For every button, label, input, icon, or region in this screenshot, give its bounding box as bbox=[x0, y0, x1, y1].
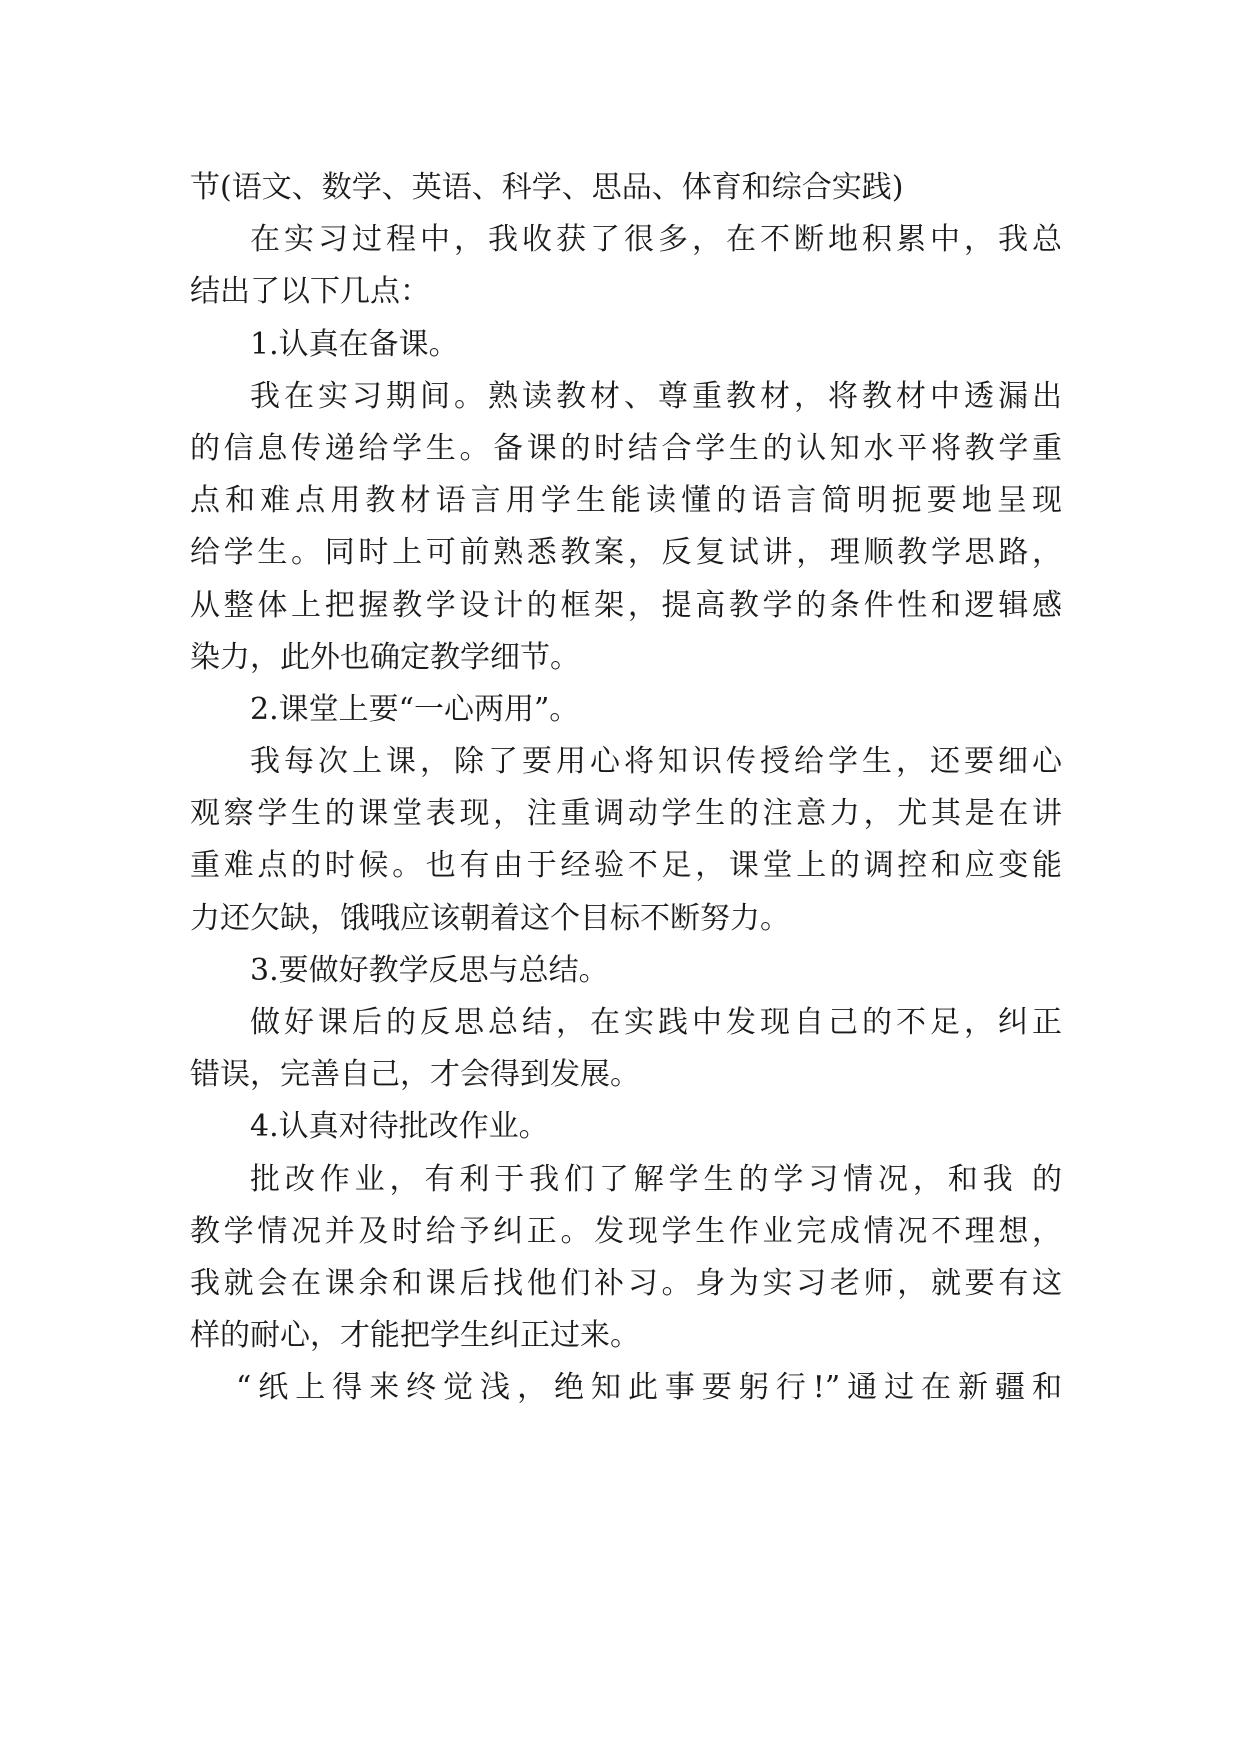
paragraph-line: 结出了以下几点： bbox=[190, 274, 430, 310]
section-heading: 3.要做好教学反思与总结。 bbox=[250, 952, 609, 988]
paragraph-line: 节(语文、数学、英语、科学、思品、体育和综合实践) bbox=[190, 170, 904, 205]
paragraph-line: 从整体上把握教学设计的框架，提高教学的条件性和逻辑感 bbox=[190, 587, 1062, 623]
paragraph-line: 样的耐心，才能把学生纠正过来。 bbox=[190, 1318, 640, 1354]
paragraph-line: 做好课后的反思总结，在实践中发现自己的不足，纠正 bbox=[250, 1005, 1062, 1040]
section-heading: 1.认真在备课。 bbox=[250, 326, 459, 362]
paragraph-line: 我就会在课余和课后找他们补习。身为实习老师，就要有这 bbox=[190, 1265, 1062, 1301]
paragraph-line: “纸上得来终觉浅，绝知此事要躬行!”通过在新疆和 bbox=[236, 1370, 1062, 1406]
paragraph-line: 在实习过程中，我收获了很多，在不断地积累中，我总 bbox=[250, 222, 1062, 258]
paragraph-line: 我每次上课，除了要用心将知识传授给学生，还要细心 bbox=[250, 744, 1062, 780]
paragraph-line: 给学生。同时上可前熟悉教案，反复试讲，理顺教学思路， bbox=[190, 535, 1062, 571]
document-body bbox=[190, 162, 1062, 1415]
paragraph-line: 重难点的时候。也有由于经验不足，课堂上的调控和应变能 bbox=[190, 848, 1062, 884]
paragraph-line: 点和难点用教材语言用学生能读懂的语言简明扼要地呈现 bbox=[190, 483, 1062, 519]
paragraph-line: 教学情况并及时给予纠正。发现学生作业完成情况不理想， bbox=[190, 1213, 1062, 1249]
section-heading: 2.课堂上要“一心两用”。 bbox=[250, 691, 580, 727]
paragraph-line: 错误，完善自己，才会得到发展。 bbox=[190, 1057, 640, 1093]
section-heading: 4.认真对待批改作业。 bbox=[250, 1109, 549, 1145]
paragraph-line: 染力，此外也确定教学细节。 bbox=[190, 639, 580, 675]
paragraph-line: 力还欠缺，饿哦应该朝着这个目标不断努力。 bbox=[190, 900, 790, 936]
paragraph-line: 观察学生的课堂表现，注重调动学生的注意力，尤其是在讲 bbox=[190, 796, 1062, 832]
paragraph-line: 我在实习期间。熟读教材、尊重教材，将教材中透漏出 bbox=[250, 378, 1062, 414]
paragraph-line: 批改作业，有利于我们了解学生的学习情况，和我 的 bbox=[250, 1161, 1062, 1197]
paragraph-line: 的信息传递给学生。备课的时结合学生的认知水平将教学重 bbox=[190, 430, 1062, 466]
